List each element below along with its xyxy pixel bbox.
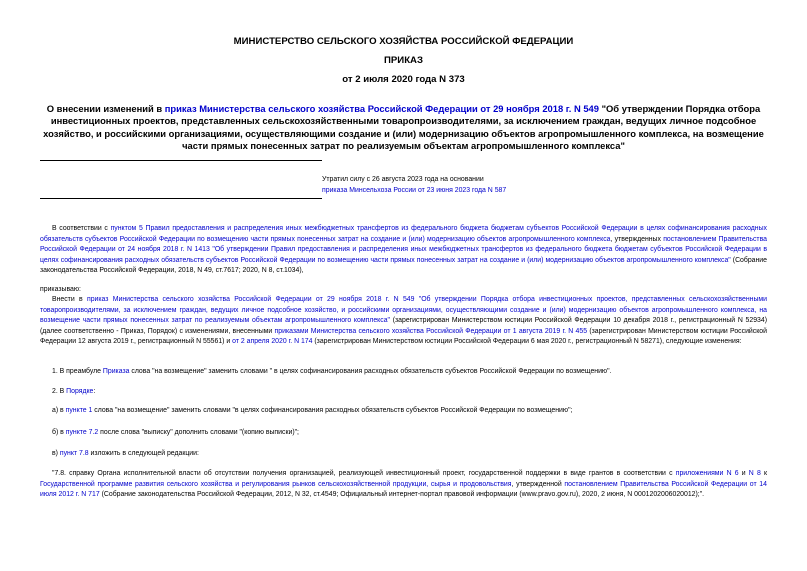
text: (Собрание законодательства Российской Федерации, 2018, N 49, ст.7617; 2020, N 8, ст.1034), [40,256,767,275]
paragraph-item-2b [40,428,767,439]
text: В соответствии с [52,225,111,232]
text: и [738,470,749,477]
text: , утвержденной [511,480,565,488]
point-7-8-link[interactable]: пункт 7.8 [59,450,89,457]
rules-point-5-link[interactable]: пунктом 5 Правил предоставления и распределения иных межбюджетных трансфертов из федерального бюджета бюджетам субъектов Российской Федерации в целях софинансирования расходных обязательств субъектов Российской Федерации по возмещению части прямых понесенных затрат на создание и (или) модернизацию объектов агропромышленного комплекса [40,225,767,243]
text: , утвержденных [610,235,664,243]
paragraph-preamble [40,224,767,277]
expired-order-link[interactable]: приказа Минсельхоза России от 23 июня 2023 года N 587 [322,187,507,194]
text: "7.8. справку Органа исполнительной власти об отсутствии получения организацией, реализующей инвестиционный проект, государственной поддержки в виде грантов в соответствии с [52,470,676,477]
text: 1. В преамбуле [52,368,103,375]
divider [40,198,322,199]
title-text: О внесении изменений в [46,103,165,114]
paragraph-order: приказываю: [40,286,81,293]
order-174-link[interactable]: от 2 апреля 2020 г. N 174 [232,338,313,346]
text: к [760,470,767,477]
text: б) в [52,429,66,436]
ministry-name: МИНИСТЕРСТВО СЕЛЬСКОГО ХОЗЯЙСТВА РОССИЙСКОЙ ФЕДЕРАЦИИ [233,36,574,47]
text: (зарегистрирован Министерством юстиции Российской Федерации 10 декабря 2018 г., регистрационный N 52934) (далее соответственно - Приказ, Порядок) с изменениями, внесенными [40,317,768,335]
text: (Собрание законодательства Российской Федерации, 2012, N 32, ст.4549; Официальный интернет-портал правовой информации (www.pravo.gov.ru), 2020, 2 июня, N 0001202006020012);". [99,491,705,499]
text: слова "на возмещение" заменить словами "в целях софинансирования расходных обязательств субъектов Российской Федерации по возмещению"; [92,407,573,414]
text: (зарегистрирован Министерством юстиции Российской Федерации 6 мая 2020 г., регистрационный N 58271), следующие изменения: [312,338,742,346]
appendix-8-link[interactable]: N 8 [748,470,761,477]
paragraph-item-2c [40,449,767,460]
order-preamble-link[interactable]: Приказа [102,368,130,375]
procedure-link[interactable]: Порядке [66,388,94,395]
text: (зарегистрирован Министерством юстиции Российской Федерации 12 августа 2019 г., регистрационный N 55561) и [40,327,767,346]
text: после слова "выписку" дополнить словами "(копию выписки)"; [98,429,299,436]
text: а) в [52,407,66,414]
text: : [93,388,96,395]
document-date: от 2 июля 2020 года N 373 [342,74,465,85]
divider [40,160,322,161]
text: в) [52,450,60,457]
paragraph-point-7-8 [40,469,767,501]
expired-text: Утратил силу с 26 августа 2023 года на основании [322,176,484,183]
government-resolution-1413-link[interactable]: постановлением Правительства Российской Федерации от 24 ноября 2018 г. N 1413 "Об утверждении Правил предоставления и распределения иных межбюджетных трансфертов из федерального бюджета бюджетам субъектов Российской Федерации в целях софинансирования расходных обязательств субъектов Российской Федерации по возмещению части прямых понесенных затрат на создание и (или) модернизацию объектов агропромышленного комплекса" [40,235,767,264]
document-title [40,103,767,153]
expired-note [322,174,622,196]
point-7-2-link[interactable]: пункте 7.2 [65,429,99,436]
point-1-link[interactable]: пункте 1 [65,407,93,414]
paragraph-item-2a [40,406,767,417]
title-order-link[interactable]: приказ Министерства сельского хозяйства Российской Федерации от 29 ноября 2018 г. N 549 [164,103,599,114]
paragraph-item-2 [40,387,767,398]
text: слова "на возмещение" заменить словами " в целях софинансирования расходных обязательств субъектов Российской Федерации по возмещению". [129,368,612,375]
text: изложить в следующей редакции: [88,450,199,457]
text: Внести в [52,296,87,303]
state-program-link[interactable]: Государственной программе развития сельского хозяйства и регулирования рынков сельскохозяйственной продукции, сырья и продовольствия [40,480,512,488]
order-455-link[interactable]: приказами Министерства сельского хозяйства Российской Федерации от 1 августа 2019 г. N 455 [274,327,588,335]
paragraph-item-1 [40,367,767,378]
government-resolution-717-link[interactable]: постановлением Правительства Российской Федерации от 14 июля 2012 г. N 717 [40,480,767,499]
paragraph-amendments [40,295,767,348]
text: 2. В [52,388,67,395]
appendix-6-link[interactable]: приложениями N 6 [675,470,739,477]
order-549-link[interactable]: приказ Министерства сельского хозяйства Российской Федерации от 29 ноября 2018 г. N 549 "Об утверждении Порядка отбора инвестиционных проектов, представленных сельскохозяйственными товаропроизводителями, за исключением граждан, ведущих личное подсобное хозяйство, и российскими организациями, осуществляющими создание и (или) модернизацию объектов агропромышленного комплекса, на возмещение части прямых понесенных затрат по реализуемым объектам агропромышленного комплекса" [40,296,767,325]
title-text-rest: "Об утверждении Порядка отбора инвестиционных проектов, представленных сельскохозяйственными товаропроизводителями, за исключением граждан, ведущих личное подсобное хозяйство, и российскими организациями, осуществляющими создание и (или) модернизацию объектов агропромышленного комплекса, на возмещение части прямых понесенных затрат по реализуемым объектам агропромышленного комплекса" [43,103,764,152]
document-type: ПРИКАЗ [384,55,423,66]
